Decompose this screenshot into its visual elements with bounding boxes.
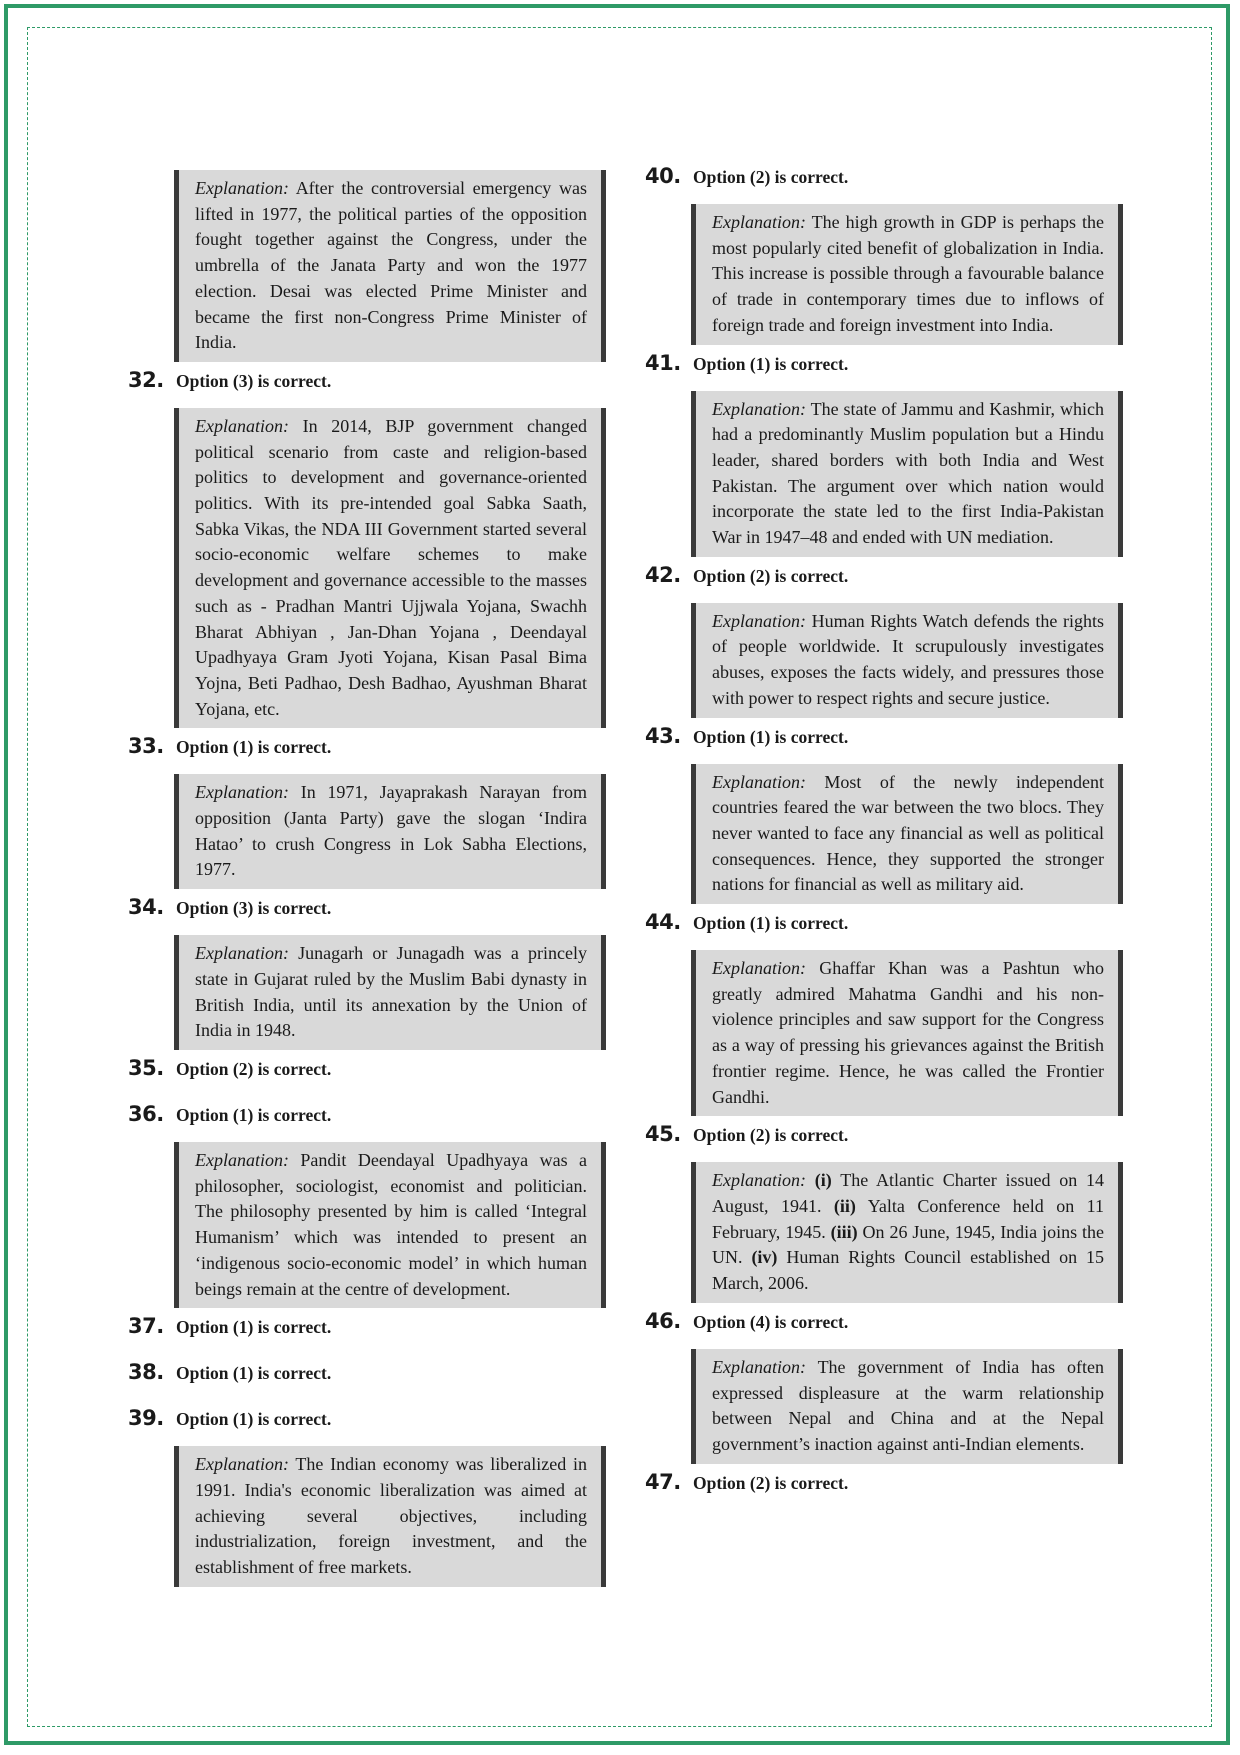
answer-35 — [128, 1056, 606, 1096]
explanation-label: Explanation: — [712, 1170, 806, 1191]
answer-text: Option (1) is correct. — [176, 737, 332, 758]
question-number: 45. — [645, 1122, 681, 1147]
explanation-text: After the controversial emergency was lifted in 1977, the political parties of the opposition fought together against the Congress, under the umbrella of the Janata Party and won the 1977 election. Desai was elected Prime Minister and became the first non-Congress Prime Minister of India. — [195, 178, 587, 353]
part-text: Human Rights Council established on 15 March, 2006. — [712, 1247, 1105, 1294]
question-number: 36. — [128, 1101, 164, 1126]
explanation-text: The government of India has often expressed displeasure at the warm relationship between Nepal and China and at the Nepal government’s inaction against anti-Indian elements. — [712, 1356, 1104, 1454]
explanation-text: Junagarh or Junagadh was a princely state in Gujarat ruled by the Muslim Babi dynasty in British India, until its annexation by the Union of India in 1948. — [195, 943, 587, 1041]
question-number: 44. — [645, 910, 681, 935]
answer-text: Option (4) is correct. — [693, 1311, 849, 1332]
explanation-text: The Indian economy was liberalized in 1991. India's economic liberalization was aimed at achieving several objectives, including industrialization, foreign investment, and the establishment of free markets. — [195, 1454, 587, 1578]
explanation-label: Explanation: — [712, 771, 806, 792]
answer-text: Option (1) is correct. — [176, 1317, 332, 1338]
explanation-box — [174, 774, 606, 889]
answer-text: Option (2) is correct. — [693, 1125, 849, 1146]
answer-44 — [645, 910, 1123, 1116]
answer-37 — [128, 1314, 606, 1354]
explanation-label: Explanation: — [712, 212, 806, 232]
part-marker: (iv) — [751, 1247, 778, 1268]
question-number: 40. — [645, 164, 681, 188]
question-number: 34. — [128, 895, 164, 920]
answer-34 — [128, 895, 606, 1050]
explanation-box — [691, 1162, 1123, 1303]
question-number: 33. — [128, 734, 164, 759]
answer-46 — [645, 1309, 1123, 1464]
question-number: 32. — [128, 367, 164, 392]
question-number: 42. — [645, 562, 681, 587]
answer-41 — [645, 351, 1123, 557]
answer-text: Option (2) is correct. — [693, 1472, 849, 1493]
answer-text: Option (3) is correct. — [176, 898, 332, 919]
explanation-label: Explanation: — [195, 943, 289, 964]
explanation-label: Explanation: — [195, 415, 289, 436]
question-number: 38. — [128, 1360, 164, 1385]
part-marker: (iii) — [830, 1221, 858, 1242]
part-text: On 26 June, 1945, India joins the UN. — [712, 1221, 1104, 1268]
explanation-text: Pandit Deendayal Upadhyaya was a philosopher, sociologist, economist and politician. The philosophy presented by him is called ‘Integral Humanism’ which was intended to present an ‘indigenous socio-economic model’ in which human beings remain at the centre of development. — [195, 1149, 587, 1299]
explanation-label: Explanation: — [195, 1149, 289, 1170]
explanation-text: The state of Jammu and Kashmir, which had a predominantly Muslim population but a Hindu leader, shared borders with both India and West Pakistan. The argument over which nation would incorporate the state led to the first India-Pakistan War in 1947–48 and ended with UN mediation. — [712, 398, 1104, 548]
explanation-box — [691, 603, 1123, 718]
explanation-text: In 2014, BJP government changed political scenario from caste and religion-based politics to development and governance-oriented politics. With its pre-intended goal Sabka Saath, Sabka Vikas, the NDA III Government started several socio-economic welfare schemes to make development and governance accessible to the masses such as - Pradhan Mantri Ujjwala Yojana, Swachh Bharat Abhiyan , Jan-Dhan Yojana , Deendayal Upadhyaya Gram Jyoti Yojana, Kisan Pasal Bima Yojna, Beti Padhao, Desh Badhao, Ayushman Bharat Yojana, etc. — [195, 415, 588, 719]
explanation-label: Explanation: — [195, 782, 289, 803]
question-number: 47. — [645, 1469, 681, 1494]
answer-text: Option (3) is correct. — [176, 370, 332, 391]
question-number: 39. — [128, 1406, 164, 1431]
explanation-box — [691, 1349, 1123, 1464]
answer-text: Option (1) is correct. — [176, 1409, 332, 1430]
question-number: 35. — [128, 1055, 164, 1080]
explanation-box — [174, 935, 606, 1050]
explanation-text: In 1971, Jayaprakash Narayan from opposition (Janta Party) gave the slogan ‘Indira Hatao’ to crush Congress in Lok Sabha Elections, 1977. — [195, 782, 588, 880]
explanation-label: Explanation: — [712, 958, 806, 979]
question-number: 37. — [128, 1314, 164, 1339]
answer-40 — [645, 164, 1123, 345]
answer-45 — [645, 1122, 1123, 1303]
explanation-text: Ghaffar Khan was a Pashtun who greatly admired Mahatma Gandhi and his non- violence principles and saw support for the Congress as a way of pressing his grievances against the British frontier regime. Hence, he was called the Frontier Gandhi. — [712, 958, 1104, 1107]
part-text: Yalta Conference held on 11 February, 1945. — [712, 1195, 1104, 1242]
answer-33 — [128, 734, 606, 889]
answer-text: Option (2) is correct. — [693, 167, 849, 187]
answer-text: Option (1) is correct. — [176, 1363, 332, 1384]
left-column — [128, 170, 606, 1593]
answer-32 — [128, 368, 606, 728]
answer-text: Option (2) is correct. — [176, 1058, 332, 1079]
explanation-text: Human Rights Watch defends the rights of people worldwide. It scrupulously investigates abuses, exposes the facts widely, and pressures those with power to respect rights and secure justice. — [712, 610, 1104, 708]
part-marker: (i) — [814, 1170, 832, 1191]
explanation-label: Explanation: — [195, 1454, 289, 1475]
answer-text: Option (2) is correct. — [693, 565, 849, 586]
explanation-box — [691, 764, 1123, 905]
explanation-label: Explanation: — [195, 178, 289, 198]
question-number: 41. — [645, 350, 681, 375]
answer-38 — [128, 1360, 606, 1400]
explanation-label: Explanation: — [712, 610, 806, 631]
answer-47 — [645, 1470, 1123, 1510]
explanation-label: Explanation: — [712, 398, 806, 419]
question-number: 46. — [645, 1308, 681, 1333]
answer-43 — [645, 724, 1123, 905]
part-marker: (ii) — [833, 1195, 856, 1216]
explanation-box — [174, 1446, 606, 1587]
answer-42 — [645, 563, 1123, 718]
right-column — [645, 164, 1123, 1516]
explanation-label: Explanation: — [712, 1356, 806, 1377]
answer-text: Option (1) is correct. — [693, 913, 849, 934]
explanation-box — [691, 950, 1123, 1116]
part-text: The Atlantic Charter issued on 14 August, 1941. — [712, 1170, 1105, 1216]
explanation-text: Most of the newly independent countries feared the war between the two blocs. They never wanted to face any financial as well as political consequences. Hence, they supported the stronger nations for financial as well as military aid. — [712, 771, 1104, 895]
question-number: 43. — [645, 723, 681, 748]
explanation-box-31 — [174, 170, 606, 362]
answer-text: Option (1) is correct. — [693, 726, 849, 747]
explanation-box — [691, 391, 1123, 557]
explanation-box — [691, 204, 1123, 345]
explanation-box — [174, 408, 606, 728]
explanation-box — [174, 1142, 606, 1308]
answer-39 — [128, 1406, 606, 1587]
answer-text: Option (1) is correct. — [176, 1104, 332, 1125]
explanation-text: The high growth in GDP is perhaps the most popularly cited benefit of globalization in India. This increase is possible through a favourable balance of trade in contemporary times due to inflows of foreign trade and foreign investment into India. — [712, 212, 1104, 335]
answer-text: Option (1) is correct. — [693, 353, 849, 374]
answer-36 — [128, 1102, 606, 1308]
